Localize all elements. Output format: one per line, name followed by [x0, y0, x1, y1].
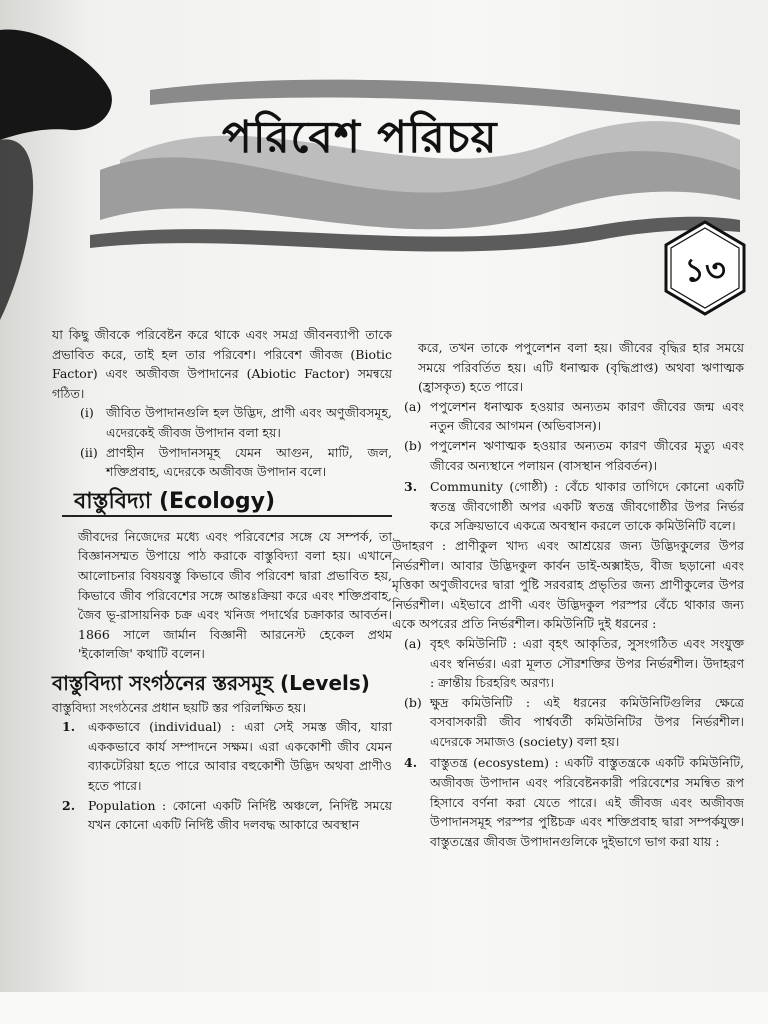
level-item-number: 3. [404, 479, 418, 495]
level-item-number: 2. [62, 797, 76, 813]
level-item-ecosystem [392, 753, 744, 851]
right-column [392, 338, 744, 851]
heading-underline [62, 515, 392, 517]
community-type-item [404, 693, 744, 752]
population-item-marker: (b) [404, 437, 422, 453]
intro-item-text: জীবিত উপাদানগুলি হল উদ্ভিদ, প্রাণী এবং অণুজীবসমূহ, এদেরকেই জীবজ উপাদান বলা হয়। [106, 405, 392, 440]
community-type-marker: (a) [404, 635, 422, 651]
level-item-number: 4. [404, 755, 418, 771]
level-item-text: এককভাবে (individual) : এরা সেই সমস্ত জীব, যারা এককভাবে কার্য সম্পাদনে সক্ষম। এরা এককোশী জীব যেমন ব্যাকটেরিয়া হতে পারে আবার বহুকোশী উদ্ভিদ অথবা প্রাণীও হতে পারে। [88, 719, 392, 793]
intro-item-marker: (i) [80, 405, 94, 421]
intro-paragraph: যা কিছু জীবকে পরিবেষ্টন করে থাকে এবং সমগ্র জীবনব্যাপী তাকে প্রভাবিত করে, তাই হল তার পরিবেশ। পরিবেশ জীবজ (Biotic Factor) এবং অজীবজ উপাদানের (Abiotic Factor) সমন্বয়ে গঠিত। [52, 327, 392, 401]
population-item [404, 397, 744, 436]
page-bottom-margin [0, 992, 768, 1024]
intro-item-text: প্রাণহীন উপাদানসমূহ যেমন আগুন, মাটি, জল, শক্তিপ্রবাহ, এদেরকে অজীবজ উপাদান বলে। [106, 444, 392, 480]
community-text: Community (গোষ্ঠী) : বেঁচে থাকার তাগিদে কোনো একটি স্বতন্ত্র জীবগোষ্ঠী অপর একটি স্বতন্ত্র জীবগোষ্ঠীর উপর নির্ভর করে সক্রিয়ভাবে একত্রে অবস্থান করলে তাকে কমিউনিটি বলে। [430, 479, 744, 534]
community-type-text: ক্ষুদ্র কমিউনিটি : এই ধরনের কমিউনিটিগুলির ক্ষেত্রে বসবাসকারী জীব পার্শ্ববর্তী কমিউনিটির উপর নির্ভরশীল। এদেরকে সমাজও (society) বলা হয়। [430, 694, 744, 749]
population-item-text: পপুলেশন ধনাত্মক হওয়ার অন্যতম কারণ জীবের জন্ম এবং নতুন জীবের আগমন (অভিবাসন)। [430, 398, 744, 434]
levels-heading: বাস্তুবিদ্যা সংগঠনের স্তরসমূহ (Levels) [52, 671, 370, 695]
intro-item-marker: (ii) [80, 444, 98, 460]
hand-shadow [0, 139, 33, 320]
left-column [52, 325, 392, 835]
ecology-heading: বাস্তুবিদ্যা (Ecology) [74, 488, 275, 514]
ecosystem-text: বাস্তুতন্ত্র (ecosystem) : একটি বাস্তুতন্ত্রকে একটি কমিউনিটি, অজীবজ উপাদান এবং পরিবেষ্টনকারী পরিবেশের সমন্বিত রূপ হিসাবে বর্ণনা করা যেতে পারে। এই জীবজ এবং অজীবজ উপাদানসমূহ পরস্পর পুষ্টিচক্র এবং শক্তিপ্রবাহ দ্বারা সম্পর্কযুক্ত। বাস্তুতন্ত্রের জীবজ উপাদানগুলিকে দুইভাগে ভাগ করা যায় : [430, 755, 744, 849]
chapter-title: পরিবেশ পরিচয় [222, 112, 498, 163]
intro-item [80, 403, 392, 442]
chapter-number: ১৩ [684, 251, 726, 289]
intro-item [80, 443, 392, 482]
community-example: উদাহরণ : প্রাণীকুল খাদ্য এবং আশ্রয়ের জন্য উদ্ভিদকুলের উপর নির্ভরশীল। আবার উদ্ভিদকুল কার্বন ডাই-অক্সাইড, বীজ ছড়ানো এবং মৃত্তিকা অণুজীবদের দ্বারা পুষ্টি সরবরাহ প্রভৃতির জন্য প্রাণীকুলের উপর নির্ভরশীল। এইভাবে প্রাণী এবং উদ্ভিদকুল পরস্পর বেঁচে থাকার জন্য একে অপরের প্রতি নির্ভরশীল। কমিউনিটি দুই ধরনের : [392, 537, 744, 632]
level-item [62, 796, 392, 835]
population-item-text: পপুলেশন ঋণাত্মক হওয়ার অন্যতম কারণ জীবের মৃত্যু এবং জীবের অন্যস্থানে পলায়ন (বাসস্থান পরিবর্তন)। [430, 437, 744, 473]
level-item-number: 1. [62, 719, 76, 735]
thumb-silhouette [0, 20, 140, 320]
population-item-marker: (a) [404, 398, 422, 414]
level-item-text: Population : কোনো একটি নির্দিষ্ট অঞ্চলে, নির্দিষ্ট সময়ে যখন কোনো একটি নির্দিষ্ট জীব দলবদ্ধ আকারে অবস্থান [88, 797, 392, 833]
thumb-shape [0, 30, 112, 140]
levels-intro: বাস্তুবিদ্যা সংগঠনের প্রধান ছয়টি স্তর পরিলক্ষিত হয়। [52, 699, 306, 715]
community-type-item [404, 634, 744, 693]
population-item [404, 436, 744, 475]
community-type-text: বৃহৎ কমিউনিটি : এরা বৃহৎ আকৃতির, সুসংগঠিত এবং সংযুক্ত এবং স্বনির্ভর। এরা মূলত সৌরশক্তির উপর নির্ভরশীল। উদাহরণ : ক্রান্তীয় চিরহরিৎ অরণ্য। [430, 635, 744, 691]
population-continued: করে, তখন তাকে পপুলেশন বলা হয়। জীবের বৃদ্ধির হার সময়ে সময়ে পরিবর্তিত হয়। এটি ধনাত্মক (বৃদ্ধিপ্রাপ্ত) অথবা ঋণাত্মক (হ্রাসকৃত) হতে পারে। [418, 340, 744, 395]
community-type-marker: (b) [404, 694, 422, 710]
level-item [62, 717, 392, 795]
chapter-number-badge [660, 218, 750, 318]
level-item-community [392, 477, 744, 536]
ecology-paragraph: জীবদের নিজেদের মধ্যে এবং পরিবেশের সঙ্গে যে সম্পর্ক, তা বিজ্ঞানসম্মত উপায়ে পাঠ করাকে বাস্তুবিদ্যা বলা হয়। এখানে আলোচনার বিষয়বস্তু কিভাবে জীব পরিবেশ দ্বারা প্রভাবিত হয়, কিভাবে জীব পরিবেশের সঙ্গে আন্তঃক্রিয়া করে এবং শক্তিপ্রবাহ, জৈব ভূ-রাসায়নিক চক্র এবং খনিজ পদার্থের চক্রাকার আবর্তন। 1866 সালে জার্মান বিজ্ঞানী আরনেস্ট হেকেল প্রথম 'ইকোলজি' কথাটি বলেন। [78, 528, 392, 662]
